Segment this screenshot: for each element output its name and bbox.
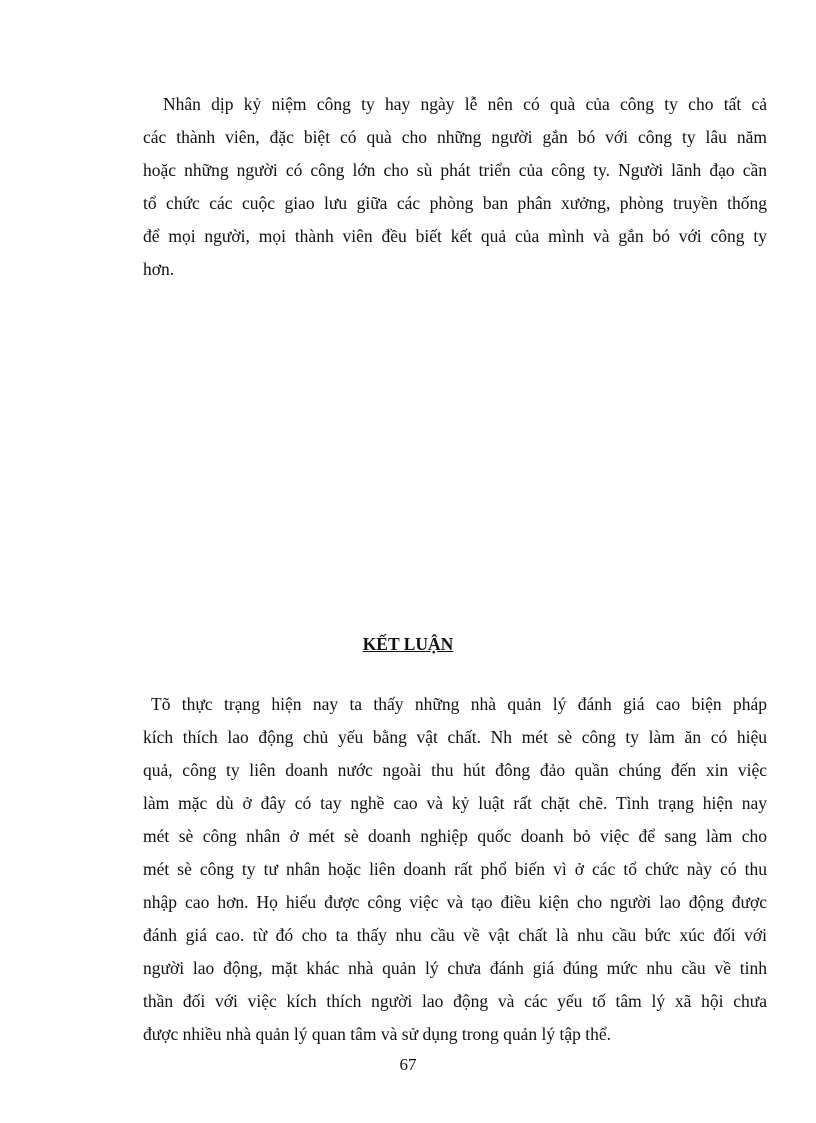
paragraph-line: tổ chức các cuộc giao lưu giữa các phòng ban phân xưởng, phòng truyền thống xyxy=(143,193,767,213)
paragraph-line: để mọi người, mọi thành viên đều biết kết quả của mình và gắn bó với công ty xyxy=(143,226,767,246)
conclusion-paragraph xyxy=(143,688,767,1051)
paragraph-line: người lao động, mặt khác nhà quản lý chưa đánh giá đúng mức nhu cầu về tinh xyxy=(143,958,767,978)
paragraph-line: mét sè công nhân ở mét sè doanh nghiệp quốc doanh bỏ việc để sang làm cho xyxy=(143,826,767,846)
paragraph-line: được nhiều nhà quản lý quan tâm và sử dụng trong quản lý tập thể. xyxy=(143,1024,612,1044)
paragraph-line: quả, công ty liên doanh nước ngoài thu hút đông đảo quần chúng đến xin việc xyxy=(143,760,767,780)
paragraph-line: hoặc những người có công lớn cho sù phát triển của công ty. Người lãnh đạo cần xyxy=(143,160,767,180)
paragraph-line: mét sè công ty tư nhân hoặc liên doanh rất phổ biến vì ở các tổ chức này có thu xyxy=(143,859,767,879)
paragraph-line: làm mặc dù ở đây có tay nghề cao và kỷ luật rất chặt chẽ. Tình trạng hiện nay xyxy=(143,793,767,813)
intro-paragraph xyxy=(143,88,767,286)
paragraph-line: thần đối với việc kích thích người lao động và các yếu tố tâm lý xã hội chưa xyxy=(143,991,767,1011)
page-number: 67 xyxy=(399,1055,417,1074)
paragraph-line: các thành viên, đặc biệt có quà cho những người gắn bó với công ty lâu năm xyxy=(143,127,767,147)
paragraph-line: nhập cao hơn. Họ hiểu được công việc và tạo điều kiện cho người lao động được xyxy=(143,892,767,912)
paragraph-line: Nhân dịp kỷ niệm công ty hay ngày lễ nên có quà của công ty cho tất cả xyxy=(163,94,767,114)
paragraph-line: đánh giá cao. từ đó cho ta thấy nhu cầu về vật chất là nhu cầu bức xúc đối với xyxy=(143,925,767,945)
paragraph-line: hơn. xyxy=(143,259,175,279)
paragraph-line: Tõ thực trạng hiện nay ta thấy những nhà quản lý đánh giá cao biện pháp xyxy=(151,694,767,714)
conclusion-heading: KẾT LUẬN xyxy=(362,634,454,654)
paragraph-line: kích thích lao động chủ yếu bằng vật chất. Nh mét sè công ty làm ăn có hiệu xyxy=(143,727,767,747)
